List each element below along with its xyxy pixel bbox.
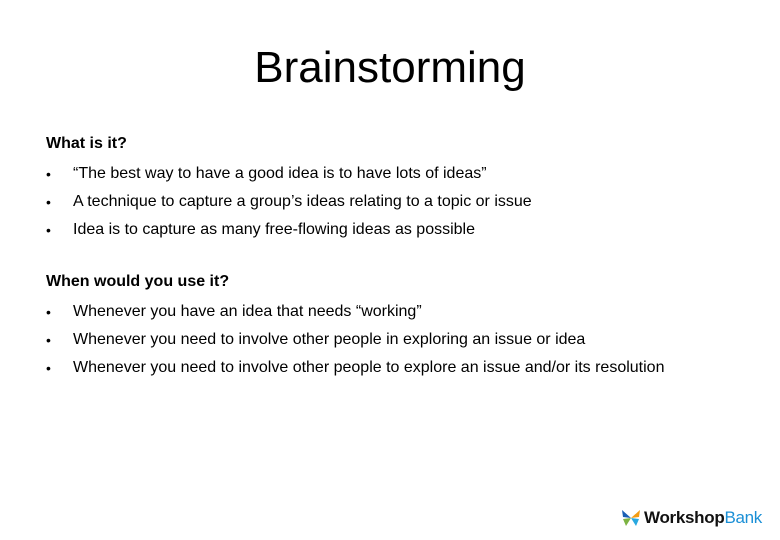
section-heading: What is it?	[46, 135, 127, 152]
list-item	[46, 190, 746, 214]
list-item-text: Whenever you need to involve other people to explore an issue and/or its resolution	[73, 359, 665, 376]
list-item	[46, 300, 746, 324]
list-item-text: Whenever you have an idea that needs “working”	[73, 303, 422, 320]
section-what-is-it	[46, 134, 746, 246]
list-item-text: “The best way to have a good idea is to have lots of ideas”	[73, 165, 487, 182]
wing-lower-left	[623, 518, 631, 526]
bullet-list	[46, 300, 746, 380]
list-item-text: Idea is to capture as many free-flowing ideas as possible	[73, 221, 475, 238]
list-item	[46, 162, 746, 186]
bullet-dot: •	[46, 304, 51, 320]
wing-upper-left	[622, 510, 631, 518]
workshopbank-logo	[621, 506, 762, 530]
wing-lower-right	[631, 518, 639, 526]
logo-wordmark	[644, 506, 762, 530]
wing-upper-right	[631, 510, 640, 518]
bullet-dot: •	[46, 194, 51, 210]
section-heading: When would you use it?	[46, 273, 230, 290]
list-item	[46, 356, 713, 380]
slide-title: Brainstorming	[254, 43, 526, 92]
section-when-use	[46, 272, 746, 384]
list-item	[46, 328, 643, 352]
list-item-text: Whenever you need to involve other people in exploring an issue or idea	[73, 331, 586, 348]
logo-word-bank: Bank	[724, 508, 762, 527]
bullet-dot: •	[46, 360, 51, 376]
butterfly-icon	[621, 508, 641, 528]
logo-word-workshop: Workshop	[644, 508, 725, 527]
bullet-dot: •	[46, 222, 51, 238]
list-item	[46, 218, 746, 242]
bullet-dot: •	[46, 166, 51, 182]
bullet-dot: •	[46, 332, 51, 348]
list-item-text: A technique to capture a group’s ideas relating to a topic or issue	[73, 193, 532, 210]
bullet-list	[46, 162, 746, 242]
